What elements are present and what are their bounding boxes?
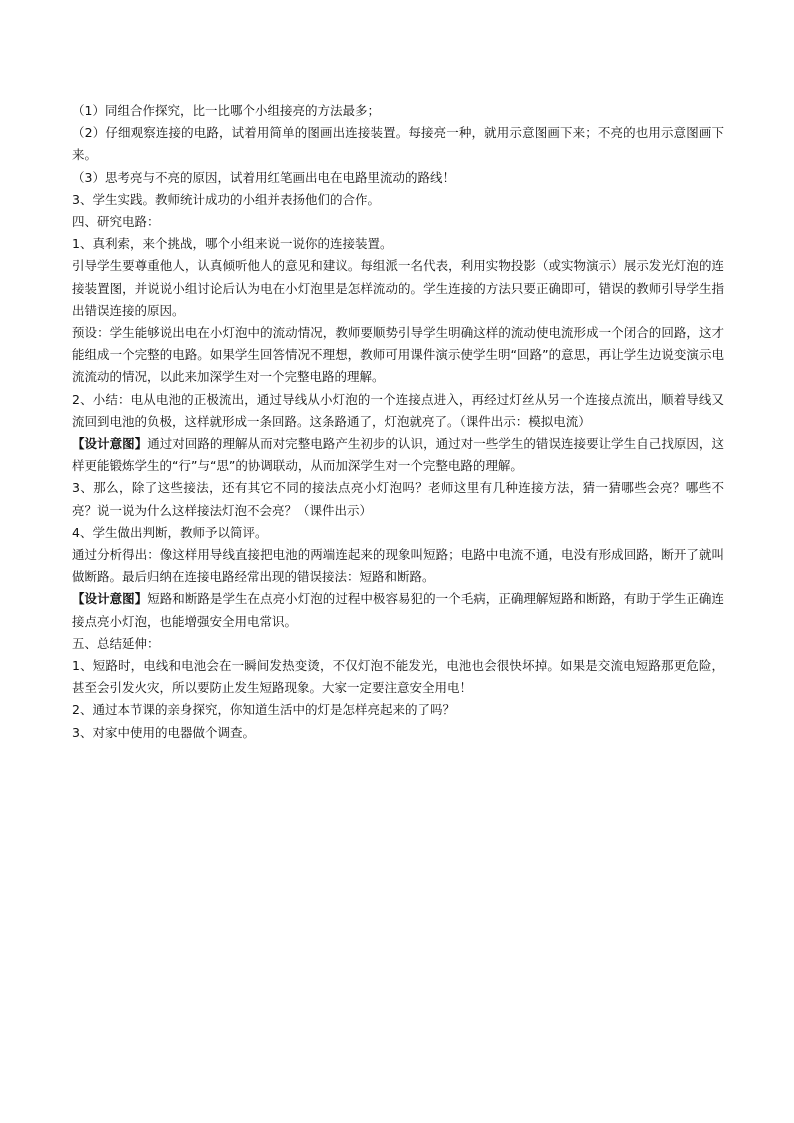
paragraph-text: 1、短路时，电线和电池会在一瞬间发热变烫，不仅灯泡不能发光，电池也会很快坏掉。如果是交流电短路那更危险，甚至会引发火灾，所以要防止发生短路现象。大家一定要注意安全用电！ [72,658,724,696]
design-intent-paragraph [72,433,724,477]
paragraph-text: （1）同组合作探究，比一比哪个小组接亮的方法最多； [72,103,380,118]
section-heading-text: 四、研究电路： [72,214,160,230]
paragraph-text: 1、真利索，来个挑战，哪个小组来说一说你的连接装置。 [72,236,393,252]
section-heading-text: 五、总结延伸： [72,635,160,651]
paragraph-text: （3）思考亮与不亮的原因，试着用红笔画出电在电路里流动的路线！ [72,169,455,185]
paragraph [72,122,724,166]
paragraph-text: 预设：学生能够说出电在小灯泡中的流动情况，教师要顺势引导学生明确这样的流动使电流形成一个闭合的回路，这才能组成一个完整的电路。如果学生回答情况不理想，教师可用课件演示使学生明“回路”的意思，再让学生边说变演示电流流动的情况，以此来加深学生对一个完整电路的理解。 [72,325,724,385]
paragraph [72,100,724,122]
design-intent-label: 【设计意图】 [72,591,148,607]
document-body [72,100,724,744]
paragraph-text: 2、通过本节课的亲身探究，你知道生活中的灯是怎样亮起来的了吗？ [72,702,455,718]
paragraph [72,722,724,744]
paragraph [72,233,724,255]
section-heading [72,633,724,655]
paragraph-text: 3、那么，除了这些接法，还有其它不同的接法点亮小灯泡吗？老师这里有几种连接方法，猜一猜哪些会亮？哪些不亮？说一说为什么这样接法灯泡不会亮？（课件出示） [72,480,724,518]
paragraph [72,477,724,521]
paragraph-text: 通过对回路的理解从而对完整电路产生初步的认识，通过对一些学生的错误连接要让学生自己找原因，这样更能锻炼学生的“行”与“思”的协调联动，从而加深学生对一个完整电路的理解。 [72,436,724,474]
paragraph-text: 短路和断路是学生在点亮小灯泡的过程中极容易犯的一个毛病，正确理解短路和断路，有助于学生正确连接点亮小灯泡，也能增强安全用电常识。 [72,591,724,629]
paragraph-text: 4、学生做出判断，教师予以简评。 [72,524,268,540]
section-heading [72,211,724,233]
paragraph-text: 2、小结：电从电池的正极流出，通过导线从小灯泡的一个连接点进入，再经过灯丝从另一个连接点流出，顺着导线又流回到电池的负极，这样就形成一条回路。这条路通了，灯泡就亮了。（课件出示：模拟电流） [72,391,724,429]
paragraph-text: 通过分析得出：像这样用导线直接把电池的两端连起来的现象叫短路；电路中电流不通，电没有形成回路，断开了就叫做断路。最后归纳在连接电路经常出现的错误接法：短路和断路。 [72,547,724,585]
paragraph [72,699,724,721]
paragraph [72,322,724,389]
paragraph-text: 3、对家中使用的电器做个调查。 [72,724,255,740]
paragraph [72,255,724,322]
paragraph [72,189,724,211]
paragraph-text: （2）仔细观察连接的电路，试着用简单的图画出连接装置。每接亮一种，就用示意图画下来；不亮的也用示意图画下来。 [72,125,724,163]
paragraph [72,544,724,588]
paragraph [72,522,724,544]
paragraph [72,167,724,189]
paragraph-text: 3、学生实践。教师统计成功的小组并表扬他们的合作。 [72,191,380,207]
paragraph [72,389,724,433]
design-intent-paragraph [72,588,724,632]
design-intent-label: 【设计意图】 [72,436,148,452]
paragraph [72,655,724,699]
paragraph-text: 引导学生要尊重他人，认真倾听他人的意见和建议。每组派一名代表，利用实物投影（或实物演示）展示发光灯泡的连接装置图，并说说小组讨论后认为电在小灯泡里是怎样流动的。学生连接的方法只要正确即可，错误的教师引导学生指出错误连接的原因。 [72,258,724,318]
